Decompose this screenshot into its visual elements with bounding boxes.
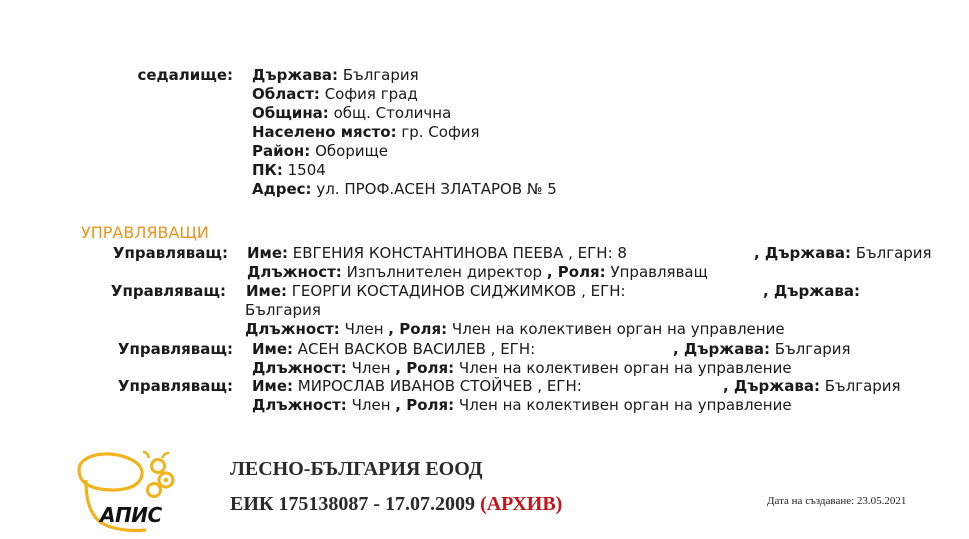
- manager-country: България: [245, 301, 321, 319]
- logo-text: АПИС: [100, 503, 162, 527]
- seat-label: седалище:: [137, 66, 233, 84]
- manager-position-line: Длъжност: Член , Роля: Член на колективен орган на управление: [252, 396, 792, 414]
- archive-badge: (АРХИВ): [480, 493, 563, 515]
- manager-position-line: Длъжност: Член , Роля: Член на колективен орган на управление: [245, 320, 785, 338]
- manager-name-line: Име: ГЕОРГИ КОСТАДИНОВ СИДЖИМКОВ , ЕГН:: [246, 282, 626, 300]
- manager-name-line: Име: МИРОСЛАВ ИВАНОВ СТОЙЧЕВ , ЕГН:: [252, 377, 582, 395]
- managers-heading: УПРАВЛЯВАЩИ: [81, 223, 209, 242]
- seat-city: Населено място: гр. София: [252, 123, 480, 141]
- seat-district: Район: Оборище: [252, 142, 388, 160]
- manager-country: , Държава: България: [673, 340, 851, 358]
- manager-label: Управляващ:: [112, 244, 228, 262]
- manager-label: Управляващ:: [117, 340, 233, 358]
- apis-logo: [76, 450, 191, 535]
- manager-position-line: Длъжност: Изпълнителен директор , Роля: Управляващ: [247, 263, 708, 281]
- manager-name-line: Име: АСЕН ВАСКОВ ВАСИЛЕВ , ЕГН:: [252, 340, 536, 358]
- seat-details: [252, 66, 557, 199]
- manager-country: , Държава: България: [754, 244, 932, 262]
- company-eik: ЕИК 175138087 - 17.07.2009 (АРХИВ): [230, 493, 563, 515]
- manager-country: , Държава: България: [723, 377, 901, 395]
- manager-name-line: Име: ЕВГЕНИЯ КОНСТАНТИНОВА ПЕЕВА , ЕГН: 8: [247, 244, 627, 262]
- manager-label: Управляващ:: [117, 377, 233, 395]
- creation-date: Дата на създаване: 23.05.2021: [767, 495, 907, 507]
- company-name: ЛЕСНО-БЪЛГАРИЯ ЕООД: [230, 458, 483, 480]
- seat-postcode: ПК: 1504: [252, 161, 326, 179]
- manager-label: Управляващ:: [110, 282, 226, 300]
- seat-municipality: Община: общ. Столична: [252, 104, 452, 122]
- manager-position-line: Длъжност: Член , Роля: Член на колективен орган на управление: [252, 359, 792, 377]
- seat-country: Държава: България: [252, 66, 419, 84]
- seat-address: Адрес: ул. ПРОФ.АСЕН ЗЛАТАРОВ № 5: [252, 180, 557, 198]
- seat-region: Област: София град: [252, 85, 418, 103]
- manager-country-key: , Държава:: [763, 282, 860, 300]
